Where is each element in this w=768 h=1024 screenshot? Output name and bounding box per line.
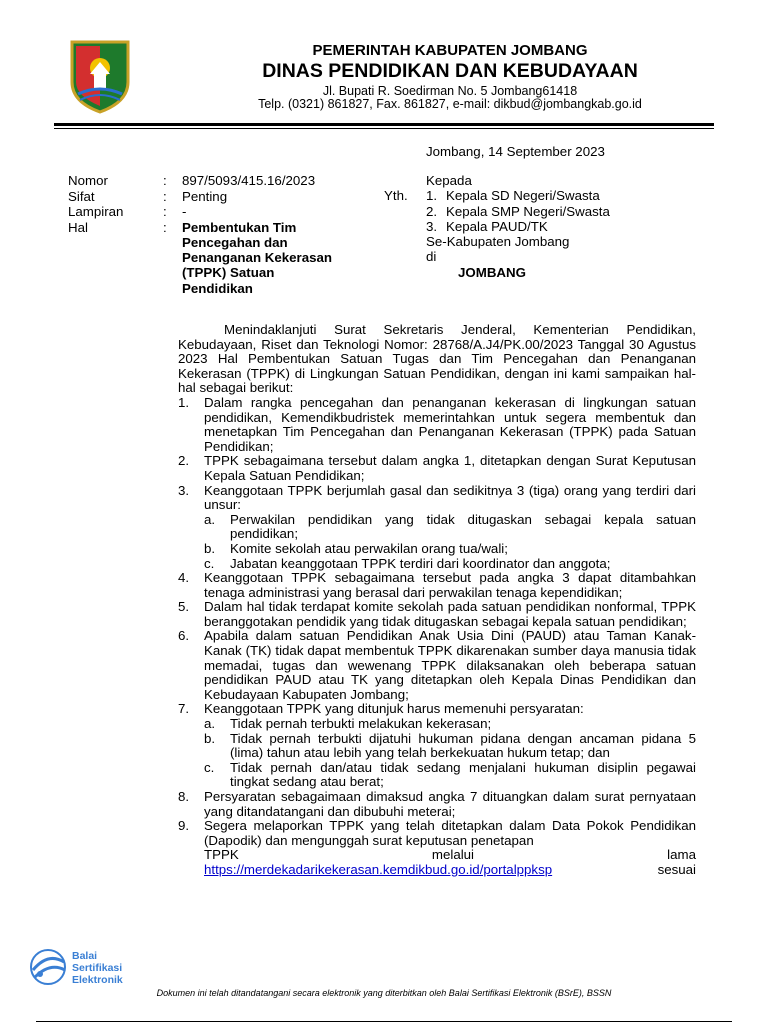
list-item (178, 484, 696, 513)
letter-body (178, 323, 696, 878)
sub-item-text: Tidak pernah dan/atau tidak sedang menjalani hukuman disiplin pegawai tingkat sedang atau berat; (230, 759, 696, 790)
item-number: 7. (178, 701, 190, 717)
item-number: 9. (178, 818, 190, 834)
recipient-text: Kepala PAUD/TK (446, 218, 548, 234)
footer-rule (36, 1021, 732, 1022)
recipient-item (426, 204, 666, 219)
lampiran-label: Lampiran (68, 204, 124, 219)
badge-line: Sertifikasi (72, 962, 123, 974)
item-text: Persyaratan sebagaimaan dimaksud angka 7 dituangkan dalam surat pernyataan yang ditandatangani dan dibubuhi meterai; (204, 789, 696, 819)
sub-list-item (178, 717, 696, 732)
recipient-city: JOMBANG (458, 264, 526, 280)
kepada-label: Kepada (426, 173, 472, 188)
sub-item-letter: c. (204, 555, 215, 571)
list-item (178, 600, 696, 629)
item-9-tail: sesuai (657, 861, 696, 877)
letterhead-rule-thick (54, 123, 714, 126)
bsre-badge (28, 946, 168, 988)
sifat-label: Sifat (68, 188, 95, 204)
recipient-text: Kepala SMP Negeri/Swasta (446, 203, 610, 219)
sub-item-letter: b. (204, 730, 216, 746)
list-item (178, 790, 696, 819)
hal-line: Pendidikan (182, 280, 253, 296)
sub-list-item (178, 557, 696, 572)
sub-item-text: Perwakilan pendidikan yang tidak ditugaskan sebagai kepala satuan pendidikan; (230, 511, 696, 542)
e-signature-note: Dokumen ini telah ditandatangani secara elektronik yang diterbitkan oleh Balai Sertifikasi Elektronik (BSrE), BSSN (156, 988, 612, 998)
nomor-value: 897/5093/415.16/2023 (182, 173, 316, 188)
portal-link[interactable]: https://merdekadarikekerasan.kemdikbud.go.id/portalppksp (204, 861, 553, 877)
recipient-item (426, 219, 666, 234)
item-text: Keanggotaan TPPK berjumlah gasal dan sedikitnya 3 (tiga) orang yang terdiri dari unsur: (204, 482, 696, 513)
hal-line: Pencegahan dan (182, 234, 288, 250)
government-title: PEMERINTAH KABUPATEN JOMBANG (312, 42, 588, 59)
item-9-continuation (204, 848, 696, 863)
recipient-text: Kepala SD Negeri/Swasta (446, 188, 600, 204)
badge-line: Balai (72, 950, 98, 962)
sub-item-text: Komite sekolah atau perwakilan orang tua/wali; (230, 540, 508, 556)
item-number: 6. (178, 628, 190, 644)
item-number: 4. (178, 570, 190, 586)
hal-line: Pembentukan Tim (182, 219, 297, 235)
hal-value (182, 220, 362, 296)
sub-item-letter: a. (204, 511, 216, 527)
sub-item-letter: b. (204, 540, 216, 556)
item-number: 2. (178, 453, 190, 469)
sub-list-item (178, 542, 696, 557)
sub-item-text: Tidak pernah terbukti dijatuhi hukuman pidana dengan ancaman pidana 5 (lima) tahun atau lebih yang telah berkekuatan hukum tetap; dan (230, 730, 696, 761)
list-item (178, 396, 696, 454)
list-item (178, 819, 696, 877)
nomor-label: Nomor (68, 173, 108, 188)
recipient-number: 3. (426, 218, 438, 234)
yth-label: Yth. (384, 188, 408, 203)
item-number: 5. (178, 599, 190, 615)
agency-title: DINAS PENDIDIKAN DAN KEBUDAYAAN (262, 60, 638, 82)
hal-label: Hal (68, 219, 88, 235)
list-item (178, 629, 696, 702)
item-text: TPPK sebagaimana tersebut dalam angka 1, ditetapkan dengan Surat Keputusan Kepala Satuan Pendidikan; (204, 453, 696, 483)
list-item (178, 454, 696, 483)
hal-line: (TPPK) Satuan (182, 265, 275, 281)
sub-item-text: Tidak pernah terbukti melakukan kekerasan; (230, 716, 492, 732)
item-9-word: TPPK (204, 847, 239, 863)
addressee-block (426, 173, 666, 280)
item-number: 8. (178, 789, 190, 804)
item-9-word: melalui (431, 847, 475, 863)
bsre-globe-icon (31, 950, 65, 984)
lampiran-colon: : (163, 204, 167, 219)
di-label: di (426, 249, 437, 265)
sub-item-letter: c. (204, 759, 215, 775)
hal-colon: : (163, 219, 167, 235)
letter-date: Jombang, 14 September 2023 (426, 144, 605, 159)
item-9-word: lama (667, 847, 696, 863)
letterhead-rule-thin (54, 128, 714, 129)
jombang-coat-of-arms-logo (68, 38, 132, 114)
sub-item-text: Jabatan keanggotaan TPPK terdiri dari koordinator dan anggota; (230, 555, 611, 571)
sub-list-item (178, 513, 696, 542)
badge-line: Elektronik (72, 974, 123, 986)
recipient-region: Se-Kabupaten Jombang (426, 234, 570, 250)
sub-list-item (178, 761, 696, 790)
recipient-number: 1. (426, 188, 438, 204)
sifat-value: Penting (182, 188, 228, 204)
recipient-number: 2. (426, 203, 438, 219)
item-number: 1. (178, 394, 190, 410)
item-text: Segera melaporkan TPPK yang telah ditetapkan dalam Data Pokok Pendidikan (Dapodik) dan mengunggah surat keputusan penetapan (204, 818, 696, 848)
agency-address: Jl. Bupati R. Soedirman No. 5 Jombang61418 (322, 84, 578, 98)
list-item (178, 571, 696, 600)
sub-item-letter: a. (204, 716, 216, 732)
item-text: Dalam hal tidak terdapat komite sekolah pada satuan pendidikan nonformal, TPPK beranggotakan pendidik yang tidak ditugaskan sebagai kepala satuan pendidikan; (204, 599, 696, 629)
item-text: Keanggotaan TPPK sebagaimana tersebut pada angka 3 dapat ditambahkan tenaga administrasi yang berasal dari perwakilan tenaga kependidikan; (204, 570, 696, 600)
list-item (178, 702, 696, 717)
sub-list-item (178, 732, 696, 761)
lampiran-value: - (182, 204, 187, 219)
item-text: Dalam rangka pencegahan dan penanganan kekerasan di lingkungan satuan pendidikan, Kemendikbudristek memerintahkan untuk segera membentuk dan menetapkan Tim Pencegahan dan Penanganan Kekerasan (TPPK) pada Satuan Pendidikan; (204, 394, 696, 454)
nomor-colon: : (163, 173, 167, 188)
item-number: 3. (178, 482, 190, 498)
hal-line: Penanganan Kekerasan (182, 250, 333, 266)
recipient-item (426, 188, 666, 203)
intro-paragraph: Menindaklanjuti Surat Sekretaris Jenderal, Kementerian Pendidikan, Kebudayaan, Riset dan Teknologi Nomor: 28768/A.J4/PK.00/2023 Tanggal 30 Agustus 2023 Hal Pembentukan Satuan Tugas dan Tim Pencegahan dan Penanganan Kekerasan (TPPK) di Lingkungan Satuan Pendidikan, dengan ini kami sampaikan hal-hal sebagai berikut: (178, 322, 696, 396)
item-text: Keanggotaan TPPK yang ditunjuk harus memenuhi persyaratan: (204, 701, 584, 717)
item-9-link-line (204, 863, 696, 878)
item-text: Apabila dalam satuan Pendidikan Anak Usia Dini (PAUD) atau Taman Kanak-Kanak (TK) tidak dapat membentuk TPPK dikarenakan sumber daya manusia tidak memadai, tugas dan wewenang TPPK dilaksanakan oleh beberapa satuan pendidikan PAUD atau TK yang ditetapkan oleh Kepala Dinas Pendidikan dan Kebudayaan Kabupaten Jombang; (204, 628, 696, 702)
sifat-colon: : (163, 188, 167, 204)
agency-contact: Telp. (0321) 861827, Fax. 861827, e-mail: dikbud@jombangkab.go.id (258, 97, 642, 111)
